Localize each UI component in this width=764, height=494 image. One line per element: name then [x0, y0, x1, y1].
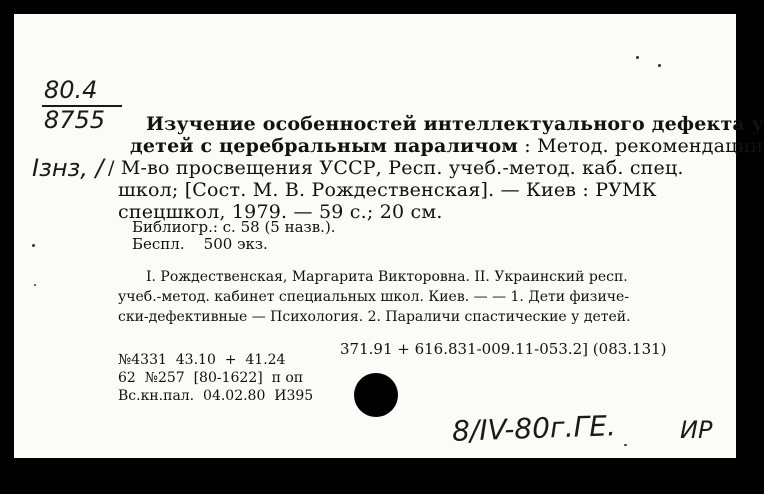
title-line-4: школ; [Сост. М. В. Рождественская]. — Киев : РУМК [118, 179, 657, 201]
title-line-2 [130, 135, 763, 157]
classification-index: 371.91 + 616.831-009.11-053.2] (083.131) [340, 340, 667, 358]
bibliography-note: Библиогр.: с. 58 (5 назв.). [132, 218, 336, 236]
handwritten-left-note: Ізнз, / [32, 154, 104, 182]
tracing-line-2: учеб.-метод. кабинет специальных школ. Киев. — — 1. Дети физиче- [118, 289, 630, 305]
scan-speck [636, 56, 639, 59]
title-subtitle: : Метод. рекомендации [524, 135, 764, 157]
title-bold-part: детей с церебральным параличом [130, 135, 519, 157]
handwritten-date-note: 8/IV-80г.ГЕ. [451, 409, 617, 448]
tracing-line-3: ски-дефективные — Психология. 2. Параличи спастические у детей. [118, 309, 631, 325]
card-punch-hole [354, 373, 398, 417]
price-note: Беспл. 500 экз. [132, 235, 268, 253]
shelf-mark-line2: 8755 [44, 106, 106, 134]
shelf-mark-line1: 80.4 [44, 76, 98, 104]
scan-speck [624, 444, 627, 446]
tracing-line-1: I. Рождественская, Маргарита Викторовна. II. Украинский респ. [146, 269, 628, 285]
scan-speck [658, 64, 661, 67]
scan-speck [34, 284, 36, 286]
footer-line-2: 62 №257 [80-1622] п оп [118, 370, 304, 386]
catalog-card [14, 14, 764, 458]
title-line-5: спецшкол, 1979. — 59 с.; 20 см. [118, 201, 443, 223]
footer-line-1: №4331 43.10 + 41.24 [118, 352, 286, 368]
title-line-3: / М-во просвещения УССР, Респ. учеб.-метод. каб. спец. [108, 157, 684, 179]
scan-speck [32, 244, 35, 247]
title-line-1: Изучение особенностей интеллектуального дефекта у [146, 113, 764, 135]
footer-line-3: Вс.кн.пал. 04.02.80 И395 [118, 388, 314, 404]
handwritten-initials: ИР [680, 416, 713, 444]
